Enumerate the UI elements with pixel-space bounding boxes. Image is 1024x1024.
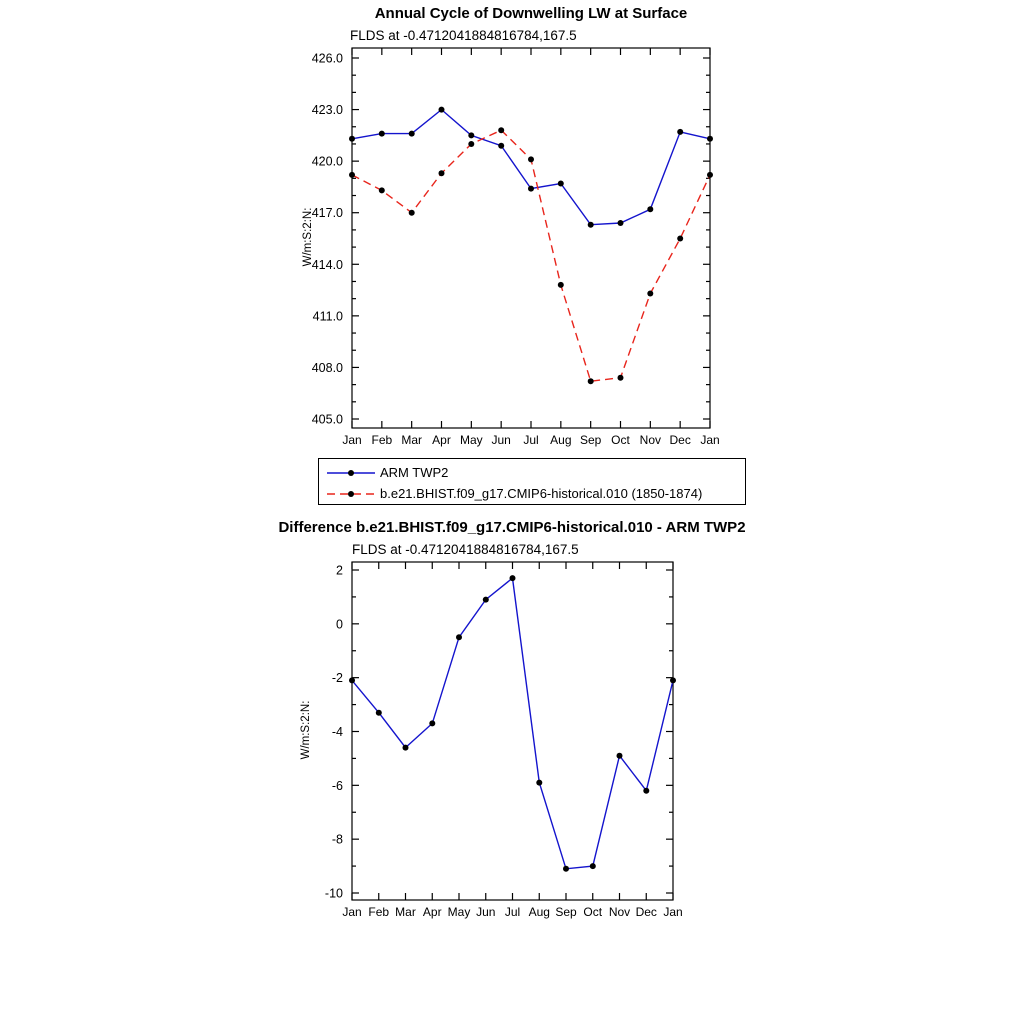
y-tick-label: 423.0 xyxy=(311,103,343,118)
data-point xyxy=(498,127,504,133)
series-markers-0 xyxy=(349,575,676,872)
top-chart-title: Annual Cycle of Downwelling LW at Surface xyxy=(374,5,688,22)
y-tick-label: 420.0 xyxy=(311,154,343,169)
data-point xyxy=(409,131,415,137)
data-point xyxy=(563,866,569,872)
x-tick-label: May xyxy=(447,905,471,919)
data-point xyxy=(349,136,355,142)
y-tick-label: 408.0 xyxy=(311,360,343,375)
x-tick-label: Jan xyxy=(342,905,362,919)
y-tick-label: 0 xyxy=(336,617,343,632)
legend-label-arm-twp2: ARM TWP2 xyxy=(380,465,449,480)
data-point xyxy=(647,206,653,212)
x-tick-label: May xyxy=(459,433,483,447)
axis-ticks xyxy=(352,48,710,428)
data-point xyxy=(588,378,594,384)
data-point xyxy=(590,863,596,869)
x-tick-label: Oct xyxy=(583,905,603,919)
series-line-0 xyxy=(352,578,673,869)
legend xyxy=(318,458,746,505)
x-tick-label: Apr xyxy=(432,433,451,447)
plot-box xyxy=(352,562,673,900)
data-point xyxy=(558,282,564,288)
series-line-1 xyxy=(352,130,710,381)
data-point xyxy=(618,220,624,226)
x-tick-label: Jul xyxy=(504,905,521,919)
x-tick-label: Jun xyxy=(491,433,511,447)
y-tick-label: 417.0 xyxy=(311,206,343,221)
data-point xyxy=(670,677,676,683)
data-point xyxy=(439,170,445,176)
x-tick-label: Jun xyxy=(476,905,496,919)
y-tick-label: 426.0 xyxy=(311,51,343,66)
legend-item-model-run xyxy=(325,483,745,504)
data-point xyxy=(456,634,462,640)
x-tick-label: Sep xyxy=(555,905,577,919)
data-point xyxy=(468,141,474,147)
x-tick-label: Feb xyxy=(368,905,390,919)
x-tick-label: Jan xyxy=(663,905,683,919)
data-point xyxy=(376,710,382,716)
x-tick-label: Sep xyxy=(579,433,602,447)
x-tick-label: Jul xyxy=(523,433,539,447)
data-point xyxy=(409,210,415,216)
data-point xyxy=(379,187,385,193)
x-tick-label: Oct xyxy=(611,433,630,447)
series-markers-1 xyxy=(349,127,713,384)
axis-labels xyxy=(325,564,683,920)
y-tick-label: 2 xyxy=(336,563,343,578)
chart-1 xyxy=(325,562,683,919)
series-line-0 xyxy=(352,110,710,225)
data-point xyxy=(510,575,516,581)
series-markers-0 xyxy=(349,107,713,228)
data-point xyxy=(379,131,385,137)
data-point xyxy=(643,788,649,794)
y-tick-label: -8 xyxy=(331,832,343,847)
data-point xyxy=(483,597,489,603)
x-tick-label: Dec xyxy=(669,433,691,447)
x-tick-label: Jan xyxy=(700,433,720,447)
x-tick-label: Apr xyxy=(422,905,442,919)
top-chart-y-axis-label: W/m:S:2:N: xyxy=(302,207,314,267)
data-point xyxy=(349,172,355,178)
y-tick-label: -6 xyxy=(331,778,343,793)
y-tick-label: -2 xyxy=(331,671,343,686)
data-point xyxy=(677,236,683,242)
data-point xyxy=(468,132,474,138)
y-tick-label: -10 xyxy=(324,886,343,901)
data-point xyxy=(618,375,624,381)
x-tick-label: Nov xyxy=(639,433,662,447)
bottom-chart-title: Difference b.e21.BHIST.f09_g17.CMIP6-historical.010 - ARM TWP2 xyxy=(278,519,746,536)
x-tick-label: Mar xyxy=(401,433,423,447)
data-point xyxy=(617,753,623,759)
data-point xyxy=(677,129,683,135)
x-tick-label: Nov xyxy=(608,905,631,919)
x-tick-label: Aug xyxy=(550,433,572,447)
x-tick-label: Mar xyxy=(395,905,416,919)
data-point xyxy=(558,181,564,187)
data-point xyxy=(588,222,594,228)
data-point xyxy=(349,677,355,683)
data-point xyxy=(498,143,504,149)
legend-solid-line-swatch xyxy=(325,467,377,479)
data-point xyxy=(647,291,653,297)
axis-labels xyxy=(312,52,720,448)
data-point xyxy=(707,136,713,142)
data-point xyxy=(528,186,534,192)
x-tick-label: Feb xyxy=(371,433,393,447)
legend-item-arm-twp2 xyxy=(325,462,745,483)
legend-label-model-run: b.e21.BHIST.f09_g17.CMIP6-historical.010 (1850-1874) xyxy=(380,486,703,501)
y-tick-label: 405.0 xyxy=(311,412,343,427)
x-tick-label: Dec xyxy=(635,905,657,919)
legend-dashed-line-swatch xyxy=(325,488,377,500)
plot-box xyxy=(352,48,710,428)
y-tick-label: 411.0 xyxy=(312,309,343,324)
x-tick-label: Aug xyxy=(528,905,550,919)
bottom-chart-subtitle: FLDS at -0.4712041884816784,167.5 xyxy=(352,542,579,557)
chart-0 xyxy=(312,48,720,447)
data-point xyxy=(403,745,409,751)
data-point xyxy=(536,780,542,786)
data-point xyxy=(707,172,713,178)
x-tick-label: Jan xyxy=(342,433,362,447)
axis-ticks xyxy=(352,562,673,900)
bottom-chart-y-axis-label: W/m:S:2:N: xyxy=(300,700,312,760)
y-tick-label: 414.0 xyxy=(311,257,343,272)
data-point xyxy=(439,107,445,113)
data-point xyxy=(528,156,534,162)
top-chart-subtitle: FLDS at -0.4712041884816784,167.5 xyxy=(350,28,577,43)
data-point xyxy=(429,720,435,726)
y-tick-label: -4 xyxy=(331,725,343,739)
